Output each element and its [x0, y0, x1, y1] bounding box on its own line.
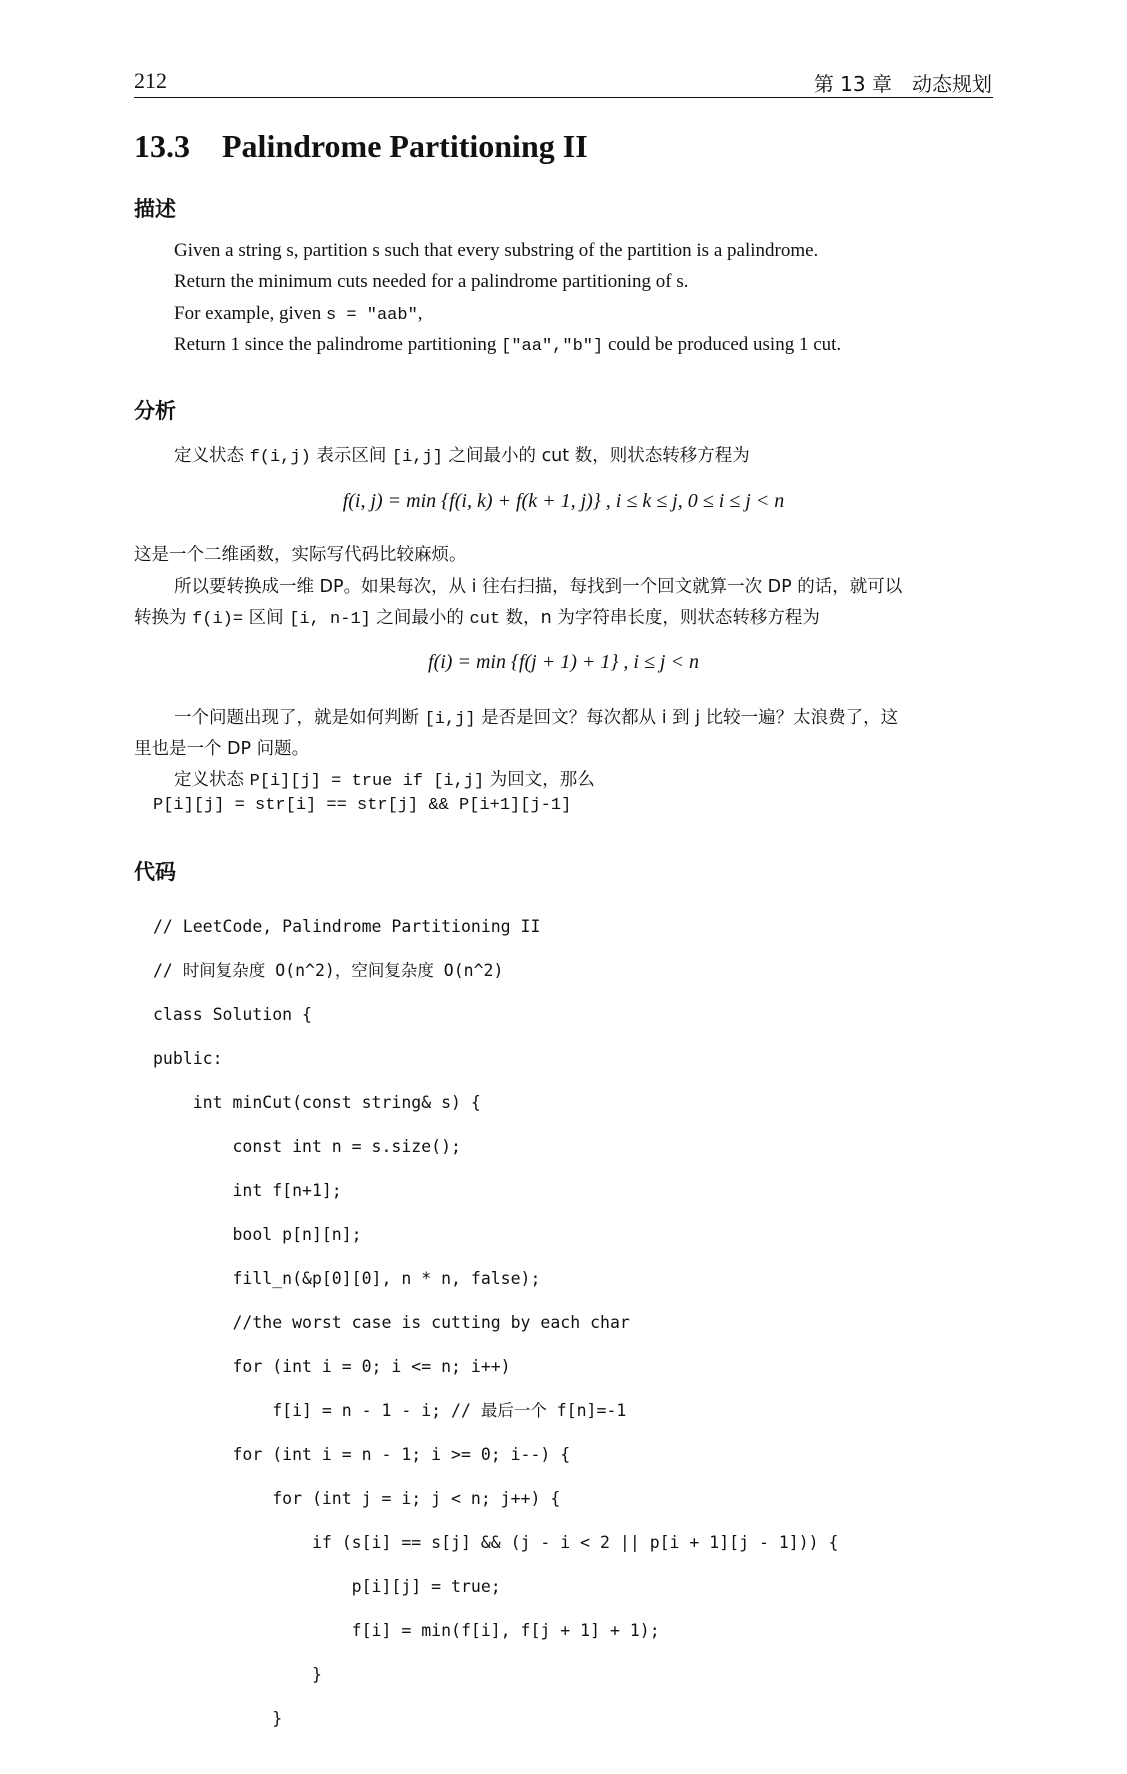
- analysis-p5-code: P[i][j] = true if [i,j]: [249, 772, 485, 791]
- code-line: const int n = s.size();: [153, 1137, 461, 1156]
- example-input-code: s = "aab": [325, 306, 418, 325]
- page-number: 212: [134, 68, 167, 93]
- analysis-p1-b: 表示区间: [310, 446, 392, 466]
- analysis-p1-code-2: [i,j]: [391, 448, 443, 467]
- description-line-2: Return the minimum cuts needed for a palindrome partitioning of s.: [174, 271, 689, 292]
- code-line: int f[n+1];: [153, 1181, 342, 1200]
- code-line: // LeetCode, Palindrome Partitioning II: [153, 917, 541, 936]
- description-line-3: [174, 303, 423, 325]
- code-line: class Solution {: [153, 1005, 312, 1024]
- code-line: if (s[i] == s[j] && (j - i < 2 || p[i + 1][j - 1])) {: [153, 1533, 839, 1552]
- header-rule: [134, 97, 993, 98]
- code-line: bool p[n][n];: [153, 1225, 362, 1244]
- code-heading: 代码: [134, 860, 176, 884]
- description-heading: 描述: [134, 197, 176, 221]
- section-title: [134, 128, 588, 165]
- analysis-p1-code-1: f(i,j): [249, 448, 311, 467]
- code-line: f[i] = n - 1 - i; // 最后一个 f[n]=-1: [153, 1401, 627, 1420]
- section-number: 13.3: [134, 128, 190, 164]
- analysis-heading: 分析: [134, 399, 176, 423]
- section-title-text: Palindrome Partitioning II: [222, 128, 588, 164]
- formula-2d: f(i, j) = min {f(i, k) + f(k + 1, j)} , i ≤ k ≤ j, 0 ≤ i ≤ j < n: [342, 490, 785, 512]
- analysis-p3-d: 数，n 为字符串长度，则状态转移方程为: [500, 608, 820, 628]
- analysis-p3-code-1: f(i)=: [192, 610, 244, 629]
- analysis-p1-c: 之间最小的 cut 数，则状态转移方程为: [442, 446, 750, 466]
- code-line: for (int j = i; j < n; j++) {: [153, 1489, 561, 1508]
- formula-1d: f(i) = min {f(j + 1) + 1} , i ≤ j < n: [428, 651, 699, 673]
- analysis-recurrence-code: P[i][j] = str[i] == str[j] && P[i+1][j-1]: [153, 796, 572, 815]
- analysis-paragraph-4-line-1: [174, 704, 898, 729]
- analysis-p5-b: 为回文，那么: [484, 770, 595, 790]
- code-line: p[i][j] = true;: [153, 1577, 501, 1596]
- example-output-code: ["aa","b"]: [501, 337, 604, 356]
- description-line-3-prefix: For example, given: [174, 303, 326, 324]
- analysis-p4-a: 一个问题出现了，就是如何判断: [174, 708, 425, 728]
- description-line-4-prefix: Return 1 since the palindrome partitioning: [174, 334, 502, 355]
- code-line: int minCut(const string& s) {: [153, 1093, 481, 1112]
- code-line: f[i] = min(f[i], f[j + 1] + 1);: [153, 1621, 660, 1640]
- analysis-paragraph-3-line-2: [134, 604, 820, 629]
- chapter-title: 第 13 章 动态规划: [813, 72, 992, 96]
- code-line: //the worst case is cutting by each char: [153, 1313, 630, 1332]
- code-line: for (int i = n - 1; i >= 0; i--) {: [153, 1445, 571, 1464]
- description-line-3-suffix: ,: [417, 303, 423, 324]
- analysis-paragraph-5: [174, 766, 595, 791]
- code-block: [153, 894, 838, 1774]
- analysis-p1-a: 定义状态: [174, 446, 250, 466]
- analysis-p4-b: 是否是回文？每次都从 i 到 j 比较一遍？太浪费了，这: [475, 708, 899, 728]
- analysis-paragraph-2: 这是一个二维函数，实际写代码比较麻烦。: [134, 545, 467, 565]
- code-line: fill_n(&p[0][0], n * n, false);: [153, 1269, 541, 1288]
- analysis-paragraph-3-line-1: 所以要转换成一维 DP。如果每次，从 i 往右扫描，每找到一个回文就算一次 DP 的话，就可以: [174, 577, 903, 597]
- code-line: // 时间复杂度 O(n^2)，空间复杂度 O(n^2): [153, 961, 504, 980]
- description-line-4: [174, 334, 841, 356]
- analysis-p3-code-3: cut: [469, 610, 501, 629]
- analysis-paragraph-1: [174, 442, 750, 467]
- description-line-4-suffix: could be produced using 1 cut.: [603, 334, 842, 355]
- analysis-p3-c: 之间最小的: [370, 608, 470, 628]
- analysis-p3-code-2: [i, n-1]: [289, 610, 371, 629]
- analysis-p3-b: 区间: [243, 608, 290, 628]
- code-line: }: [153, 1709, 283, 1728]
- analysis-p5-a: 定义状态: [174, 770, 250, 790]
- analysis-p3-a: 转换为: [134, 608, 193, 628]
- code-line: }: [153, 1665, 322, 1684]
- analysis-paragraph-4-line-2: 里也是一个 DP 问题。: [134, 739, 310, 759]
- code-line: public:: [153, 1049, 223, 1068]
- description-line-1: Given a string s, partition s such that every substring of the partition is a palindrome.: [174, 240, 819, 261]
- analysis-p4-code: [i,j]: [424, 710, 476, 729]
- code-line: for (int i = 0; i <= n; i++): [153, 1357, 511, 1376]
